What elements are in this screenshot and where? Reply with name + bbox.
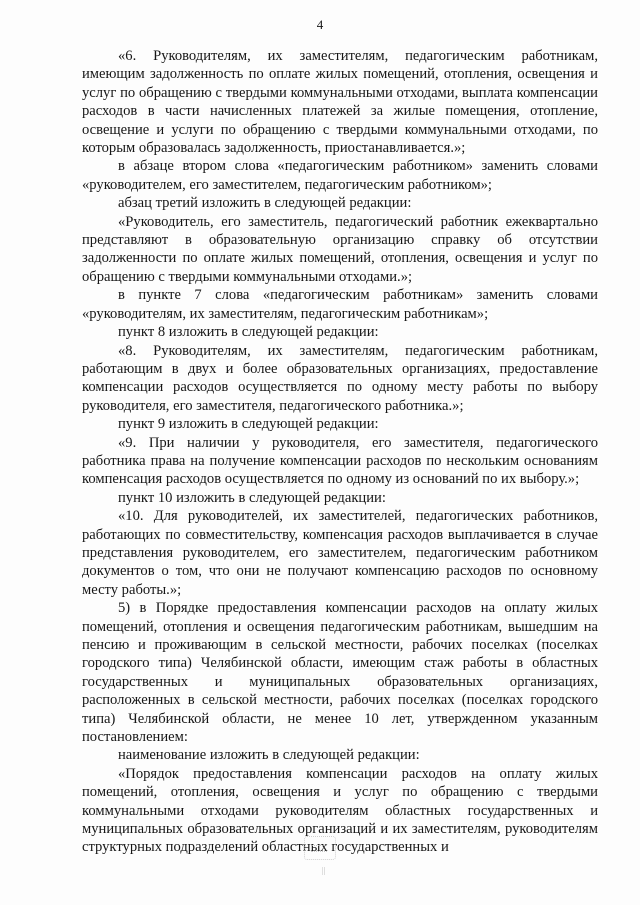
paragraph-title-text: «Порядок предоставления компенсации расходов на оплату жилых помещений, отопления, освещения и услуг по обращению с твердыми коммунальными отходами руководителям областных государственных и муниципальных образовательных организаций и их заместителям, руководителям структурных подразделений областных государственных и xyxy=(82,765,598,856)
paragraph-punkt-7: в пункте 7 слова «педагогическим работникам» заменить словами «руководителям, их заместителям, педагогическим работникам»; xyxy=(82,287,598,322)
paragraph-item-6-text: «6. Руководителям, их заместителям, педагогическим работникам, имеющим задолженность по оплате жилых помещений, отопления, освещения и услуг по обращению с твердыми коммунальными отходами, выплата компенсации расходов в части начисленных платежей за жилые помещения, отопление, освещение и услуги по обращению с твердыми коммунальными отходами, по которым образовалась задолженность, приостанавливается.»; xyxy=(82,48,598,157)
paragraph-item-5-order: 5) в Порядке предоставления компенсации расходов на оплату жилых помещений, отопления и освещения педагогическим работникам, вышедшим на пенсию и проживающим в сельской местности, рабочих поселках (поселках городского типа) Челябинской области, имеющим стаж работы в областных государственных и муниципальных образовательных организациях, расположенных в сельской местности, рабочих поселках (поселках городского типа) Челябинской области, не менее 10 лет, утвержденном указанным постановлением: xyxy=(82,600,598,746)
paragraph-abzac-vtoroy: в абзаце втором слова «педагогическим работником» заменить словами «руководителем, его заместителем, педагогическим работником»; xyxy=(82,158,598,193)
paragraph-abzac-tretiy-intro: абзац третий изложить в следующей редакции: xyxy=(118,195,412,212)
paragraph-punkt-9-intro: пункт 9 изложить в следующей редакции: xyxy=(118,416,379,433)
document-body xyxy=(82,47,598,857)
paragraph-abzac-tretiy-text: «Руководитель, его заместитель, педагогический работник ежеквартально представляют в образовательную организацию справку об отсутствии задолженности по оплате жилых помещений, отопления, освещения и услуг по обращению с твердыми коммунальными отходами.»; xyxy=(82,213,598,285)
paragraph-title-intro: наименование изложить в следующей редакции: xyxy=(118,747,420,764)
footer-mark: || xyxy=(322,866,326,875)
paragraph-punkt-10-text: «10. Для руководителей, их заместителей, педагогических работников, работающих по совместительству, компенсация расходов выплачивается в случае представления руководителем, его заместителем, педагогическим работником документов о том, что они не получают компенсацию расходов по основному месту работы.»; xyxy=(82,508,598,598)
page-number: 4 xyxy=(316,17,324,32)
paragraph-punkt-10-intro: пункт 10 изложить в следующей редакции: xyxy=(118,489,386,506)
paragraph-punkt-8-text: «8. Руководителям, их заместителям, педагогическим работникам, работающим в двух и более образовательных организациях, предоставление компенсации расходов осуществляется по одному месту работы по выбору руководителя, его заместителя, педагогического работника.»; xyxy=(82,342,598,414)
faint-stamp-mark xyxy=(304,836,336,860)
paragraph-punkt-8-intro: пункт 8 изложить в следующей редакции: xyxy=(118,324,379,341)
paragraph-punkt-9-text: «9. При наличии у руководителя, его заместителя, педагогического работника права на получение компенсации расходов по нескольким основаниям компенсация расходов осуществляется по одному из оснований по их выбору.»; xyxy=(82,434,598,488)
